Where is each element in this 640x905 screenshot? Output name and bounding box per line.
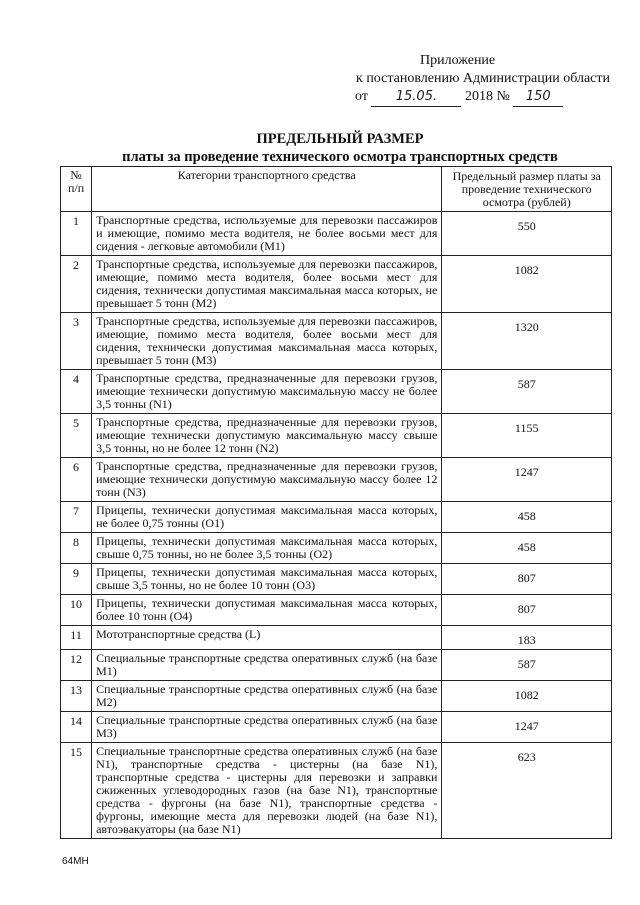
year-label: 2018 № bbox=[464, 89, 510, 104]
table-row bbox=[61, 313, 612, 370]
row-num: 11 bbox=[61, 626, 92, 650]
row-num: 14 bbox=[61, 712, 92, 743]
table-row bbox=[61, 502, 612, 533]
table-row bbox=[61, 595, 612, 626]
table-row bbox=[61, 458, 612, 502]
table-row bbox=[61, 414, 612, 458]
row-num: 1 bbox=[61, 212, 92, 256]
title-line-1: ПРЕДЕЛЬНЫЙ РАЗМЕР bbox=[256, 131, 424, 147]
row-num: 4 bbox=[61, 370, 92, 414]
table-row bbox=[61, 681, 612, 712]
row-fee: 550 bbox=[442, 212, 612, 256]
row-fee: 458 bbox=[442, 502, 612, 533]
row-fee: 1155 bbox=[442, 414, 612, 458]
row-fee: 587 bbox=[442, 650, 612, 681]
row-fee: 183 bbox=[442, 626, 612, 650]
handwritten-date: 15.05. bbox=[371, 88, 461, 107]
row-fee: 1082 bbox=[442, 681, 612, 712]
row-num: 12 bbox=[61, 650, 92, 681]
row-category: Специальные транспортные средства оперативных служб (на базе М1) bbox=[92, 650, 442, 681]
row-fee: 1082 bbox=[442, 256, 612, 313]
header-num: № п/п bbox=[61, 167, 92, 212]
appendix-block bbox=[300, 52, 610, 107]
row-category: Прицепы, технически допустимая максимальная масса которых, не более 0,75 тонны (О1) bbox=[92, 502, 442, 533]
row-num: 3 bbox=[61, 313, 92, 370]
row-fee: 458 bbox=[442, 533, 612, 564]
row-num: 10 bbox=[61, 595, 92, 626]
document-title bbox=[0, 130, 640, 166]
row-category: Прицепы, технически допустимая максимальная масса которых, свыше 3,5 тонны, но не более 10 тонн (О3) bbox=[92, 564, 442, 595]
table-body bbox=[61, 212, 612, 839]
table-row bbox=[61, 564, 612, 595]
row-num: 7 bbox=[61, 502, 92, 533]
row-category: Специальные транспортные средства оперативных служб (на базе М3) bbox=[92, 712, 442, 743]
row-category: Транспортные средства, предназначенные для перевозки грузов, имеющие технически допустимую максимальную массу более 12 тонн (N3) bbox=[92, 458, 442, 502]
row-category: Транспортные средства, используемые для перевозки пассажиров, имеющие, помимо места водителя, более восьми мест для сидения, технически допустимая максимальная масса которых, не превышает 5 тонн (М2) bbox=[92, 256, 442, 313]
row-num: 6 bbox=[61, 458, 92, 502]
appendix-label: Приложение bbox=[420, 53, 496, 68]
row-fee: 807 bbox=[442, 595, 612, 626]
table-row bbox=[61, 743, 612, 839]
row-fee: 1247 bbox=[442, 458, 612, 502]
row-fee: 623 bbox=[442, 743, 612, 839]
row-num: 13 bbox=[61, 681, 92, 712]
row-category: Транспортные средства, предназначенные для перевозки грузов, имеющие технически допустимую максимальную массу не более 3,5 тонны (N1) bbox=[92, 370, 442, 414]
header-category: Категории транспортного средства bbox=[92, 167, 442, 212]
table-row bbox=[61, 370, 612, 414]
footer-code: 64МН bbox=[62, 856, 89, 867]
table-row bbox=[61, 533, 612, 564]
table-row bbox=[61, 212, 612, 256]
row-num: 8 bbox=[61, 533, 92, 564]
row-category: Специальные транспортные средства оперативных служб (на базе М2) bbox=[92, 681, 442, 712]
row-category: Прицепы, технически допустимая максимальная масса которых, более 10 тонн (О4) bbox=[92, 595, 442, 626]
row-category: Транспортные средства, используемые для перевозки пассажиров и имеющие, помимо места водителя, не более восьми мест для сидения - легковые автомобили (М1) bbox=[92, 212, 442, 256]
table-row bbox=[61, 712, 612, 743]
fee-table bbox=[60, 166, 612, 839]
row-category: Транспортные средства, предназначенные для перевозки грузов, имеющие технически допустимую максимальную массу свыше 3,5 тонны, но не более 12 тонн (N2) bbox=[92, 414, 442, 458]
row-fee: 1247 bbox=[442, 712, 612, 743]
row-num: 15 bbox=[61, 743, 92, 839]
row-fee: 587 bbox=[442, 370, 612, 414]
row-num: 2 bbox=[61, 256, 92, 313]
table-row bbox=[61, 256, 612, 313]
row-category: Специальные транспортные средства оперативных служб (на базе N1), транспортные средства - цистерны (на базе N1), транспортные средства - цистерны для перевозки и заправки сжиженных углеводородных газов (на базе N1), транспортные средства - фургоны (на базе N1), транспортные средства - фургоны, имеющие места для перевозки людей (на базе N1), автоэвакуаторы (на базе N1) bbox=[92, 743, 442, 839]
appendix-decree: к постановлению Администрации области bbox=[356, 71, 610, 86]
row-num: 5 bbox=[61, 414, 92, 458]
row-category: Транспортные средства, используемые для перевозки пассажиров, имеющие, помимо места водителя, более восьми мест для сидения, технически допустимая максимальная масса которых, превышает 5 тонн (М3) bbox=[92, 313, 442, 370]
row-fee: 1320 bbox=[442, 313, 612, 370]
row-fee: 807 bbox=[442, 564, 612, 595]
header-fee: Предельный размер платы за проведение технического осмотра (рублей) bbox=[442, 167, 612, 212]
appendix-date-line bbox=[300, 88, 610, 107]
handwritten-number: 150 bbox=[513, 88, 563, 107]
row-category: Прицепы, технически допустимая максимальная масса которых, свыше 0,75 тонны, но не более 3,5 тонны (О2) bbox=[92, 533, 442, 564]
table-row bbox=[61, 650, 612, 681]
title-line-2: платы за проведение технического осмотра транспортных средств bbox=[122, 149, 558, 165]
date-prefix: от bbox=[355, 89, 368, 104]
table-row bbox=[61, 626, 612, 650]
table-header-row bbox=[61, 167, 612, 212]
row-num: 9 bbox=[61, 564, 92, 595]
row-category: Мототранспортные средства (L) bbox=[92, 626, 442, 650]
